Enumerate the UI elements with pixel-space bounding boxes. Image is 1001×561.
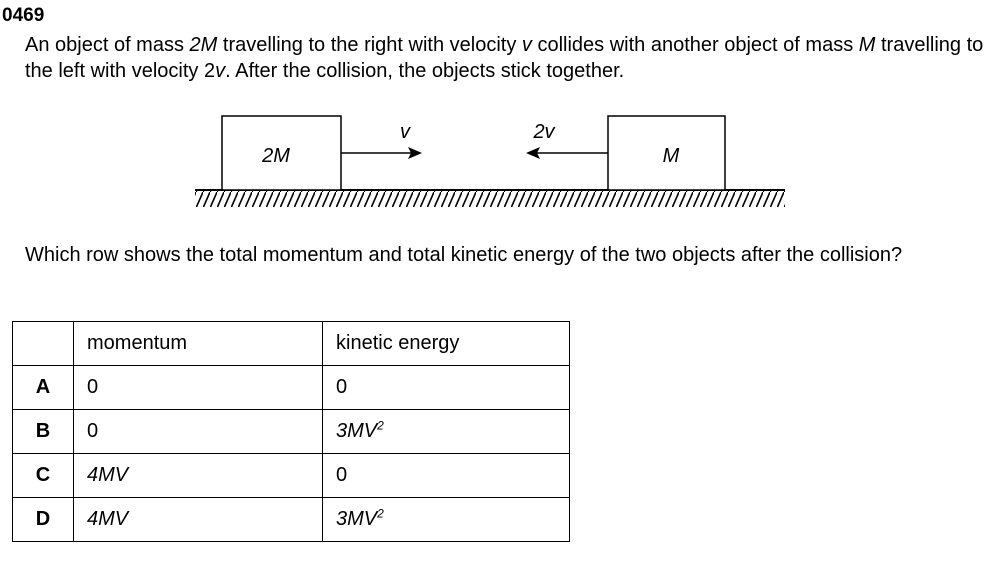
block-m-label: M — [662, 145, 680, 167]
table-row — [13, 454, 570, 498]
intro-text: travelling to the right with velocity — [217, 34, 522, 56]
option-letter: C — [13, 454, 74, 498]
header-momentum: momentum — [74, 322, 323, 366]
intro-text: . After the collision, the objects stick together. — [225, 60, 625, 82]
question-prompt: Which row shows the total momentum and total kinetic energy of the two objects after the collision? — [25, 244, 903, 266]
momentum-cell: 0 — [74, 366, 323, 410]
momentum-cell: 4MV — [74, 454, 323, 498]
ke-value: 3MV — [336, 508, 378, 530]
block-2m-label: 2M — [262, 145, 290, 167]
ke-exponent: 2 — [377, 506, 384, 521]
momentum-cell: 4MV — [74, 498, 323, 542]
table-row — [13, 498, 570, 542]
kinetic-energy-cell — [323, 454, 570, 498]
question-number: 0469 — [2, 5, 45, 26]
collision-diagram — [0, 0, 1001, 240]
option-letter: A — [13, 366, 74, 410]
ke-exponent: 2 — [377, 418, 384, 433]
ke-value: 3MV — [336, 420, 378, 442]
velocity-2v-label: 2v — [533, 121, 555, 143]
intro-text: An object of mass — [25, 34, 190, 56]
table-row — [13, 410, 570, 454]
header-kinetic-energy: kinetic energy — [323, 322, 570, 366]
intro-velocity-v: v — [215, 60, 226, 82]
intro-text: collides with another object of mass — [531, 34, 859, 56]
intro-velocity-v: v — [521, 34, 532, 56]
ground-hatching — [195, 191, 785, 207]
ke-value: 0 — [336, 464, 348, 486]
kinetic-energy-cell — [323, 366, 570, 410]
momentum-cell: 0 — [74, 410, 323, 454]
table-row — [13, 366, 570, 410]
ke-value: 0 — [336, 376, 348, 398]
answer-table — [12, 321, 570, 542]
option-letter: B — [13, 410, 74, 454]
intro-mass-2m: 2M — [189, 34, 218, 56]
velocity-arrow-right — [341, 147, 422, 159]
kinetic-energy-cell — [323, 498, 570, 542]
option-letter: D — [13, 498, 74, 542]
table-header-row — [13, 322, 570, 366]
intro-text: travelling to the left with velocity 2 — [25, 34, 984, 82]
velocity-arrow-left — [526, 147, 608, 159]
intro-mass-m: M — [858, 34, 876, 56]
kinetic-energy-cell — [323, 410, 570, 454]
velocity-v-label: v — [400, 121, 410, 143]
header-empty-cell — [13, 322, 74, 366]
